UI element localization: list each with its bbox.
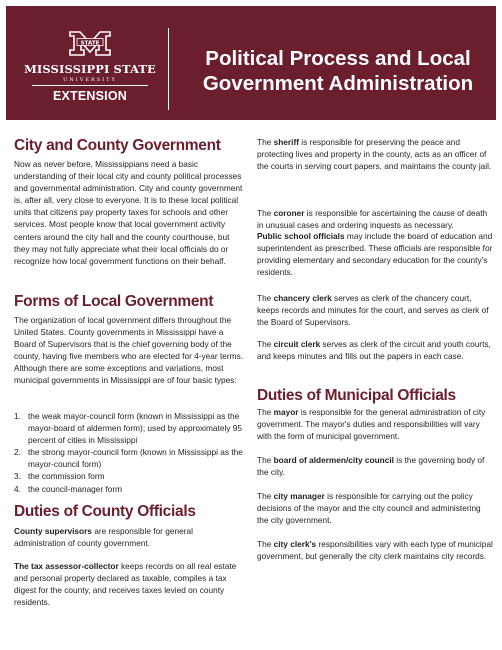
heading-city-county: City and County Government [14, 137, 221, 154]
paragraph-tax-assessor: The tax assessor-collector keeps records on all real estate and personal property declared as taxable, compiles a tax digest for the county, and receives taxes levied on county residents. [14, 561, 237, 608]
extension-label: EXTENSION [52, 89, 128, 103]
heading-forms: Forms of Local Government [14, 293, 214, 310]
heading-county-duties: Duties of County Officials [14, 503, 196, 520]
m-state-logo-icon [68, 28, 112, 58]
banner-divider [168, 28, 169, 110]
circuit-block [257, 338, 493, 362]
aldermen-block [257, 454, 493, 478]
header-banner [0, 0, 502, 126]
section-city-county [14, 136, 246, 155]
sheriff-block [257, 136, 493, 172]
university-subtitle: UNIVERSITY [63, 77, 117, 83]
page-title-line-1: Political Process and Local [205, 47, 471, 70]
list-item: 4. the council-manager form [14, 483, 123, 494]
paragraph-circuit-clerk: The circuit clerk serves as clerk of the circuit and youth courts, and keeps minutes and fills out the papers in each case. [257, 339, 491, 362]
paragraph-city-manager: The city manager is responsible for carrying out the policy decisions of the mayor and the city council and administering the city government. [257, 491, 481, 526]
paragraph-supervisors: County supervisors are responsible for general administration of county government. [14, 526, 193, 549]
paragraph-aldermen: The board of aldermen/city council is the governing body of the city. [257, 455, 485, 478]
list-item: 3. the commission form [14, 471, 105, 482]
paragraph-city-county-block [14, 158, 246, 267]
paragraph-school-officials: Public school officials may include the board of education and superintendent as prescribed. These officials are responsible for providing elementary and secondary education for the county's residents. [257, 231, 493, 278]
paragraph-forms-block [14, 314, 246, 387]
paragraph-mayor: The mayor is responsible for the general administration of city government. The mayor's duties and responsibilities will vary with the form of municipal government. [257, 407, 486, 442]
heading-municipal: Duties of Municipal Officials [257, 387, 456, 404]
section-forms [14, 292, 246, 311]
city-clerk-block [257, 538, 493, 562]
coroner-block [257, 207, 493, 231]
supervisors-block [14, 525, 246, 549]
section-municipal [257, 386, 493, 405]
paragraph-chancery-clerk: The chancery clerk serves as clerk of the chancery court, keeps records and minutes for the court, and serves as clerk of the Board of Supervisors. [257, 293, 489, 328]
list-item: 2. the strong mayor-council form (known in Mississippi as the mayor-council form) [14, 447, 243, 470]
paragraph-city-clerk: The city clerk's responsibilities vary with each type of municipal government, but generally the city clerk maintains city records. [257, 539, 493, 562]
mayor-block [257, 406, 493, 442]
city-manager-block [257, 490, 493, 526]
school-officials-block [257, 230, 493, 278]
tax-assessor-block [14, 560, 246, 608]
page-title [178, 46, 498, 96]
logo-divider [32, 85, 148, 86]
paragraph-city-county: Now as never before, Mississippians need a basic understanding of their local city and county political processes and governmental administration. City and county government is, after all, very close to everyone. It is to these local political units that citizens pay property taxes for schools and other services. Most people know that local government activity centers around the city hall and the county courthouse, but they may not fully appreciate what their local officials do or recognize how local government functions on their behalf. [14, 159, 243, 266]
header-background [6, 6, 496, 120]
msu-extension-logo [20, 28, 160, 112]
paragraph-coroner: The coroner is responsible for ascertaining the cause of death in unusual cases and ordering inquests as necessary. [257, 208, 488, 231]
logo-monogram-text: STATE [80, 40, 100, 47]
university-name: MISSISSIPPI STATE [24, 62, 156, 76]
forms-list-block [14, 410, 246, 495]
page-title-line-2: Government Administration [202, 72, 474, 95]
section-county-duties [14, 502, 246, 521]
list-item: 1. the weak mayor-council form (known in Mississippi as the mayor-board of aldermen form); used by approximately 95 percent of cities in Mississippi [14, 411, 242, 446]
paragraph-sheriff: The sheriff is responsible for preserving the peace and protecting lives and property in the county, acts as an officer of the courts in serving court papers, and maintains the county jail. [257, 137, 492, 172]
paragraph-forms: The organization of local government differs throughout the United States. County governments in Mississippi have a Board of Supervisors that is the chief governing body of the county, having five members who are elected for 4-year terms. Although there are some exceptions and variations, most municipal governments in Mississippi are of four basic types: [14, 315, 244, 386]
chancery-block [257, 292, 493, 328]
forms-list [14, 410, 246, 495]
